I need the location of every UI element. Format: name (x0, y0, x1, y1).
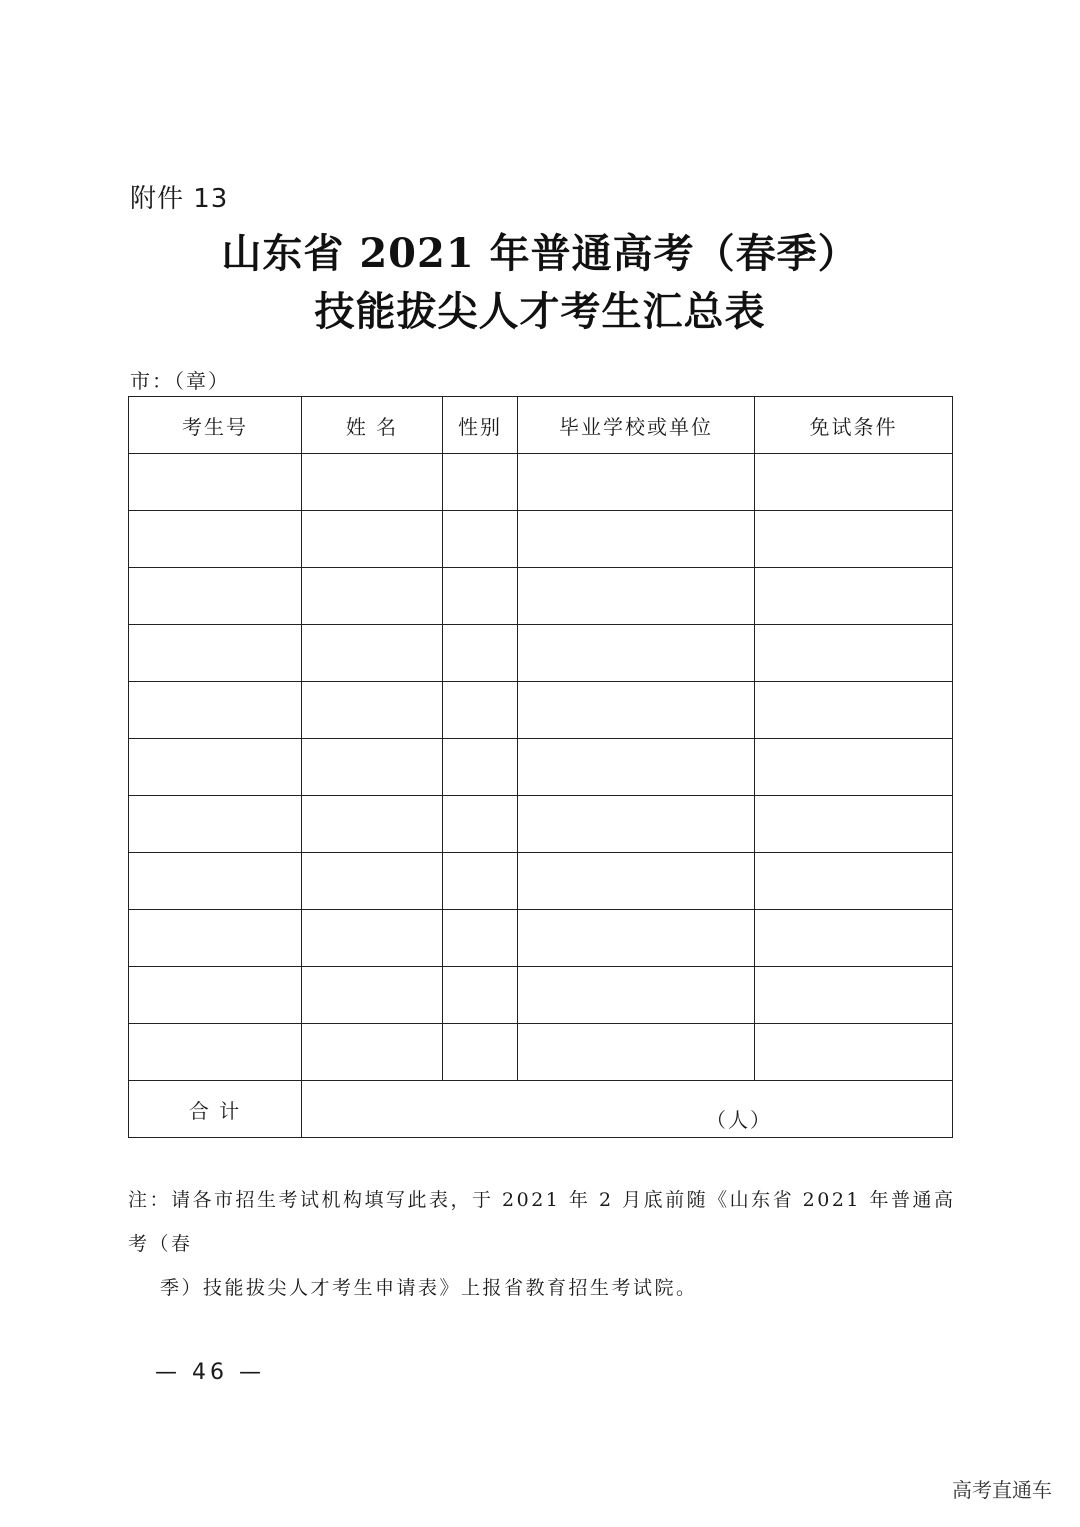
table-cell (755, 511, 953, 568)
table-cell (443, 796, 518, 853)
table-cell (443, 511, 518, 568)
table-cell (518, 796, 755, 853)
table-cell (443, 568, 518, 625)
column-header-exemption: 免试条件 (755, 397, 953, 454)
table-cell (755, 568, 953, 625)
document-title-line1: 山东省 2021 年普通高考（春季） (221, 230, 859, 277)
table-cell (129, 625, 302, 682)
table-cell (302, 682, 443, 739)
table-cell (129, 511, 302, 568)
table-cell (443, 454, 518, 511)
table-cell (129, 568, 302, 625)
table-cell (302, 454, 443, 511)
table-cell (518, 910, 755, 967)
watermark: 高考直通车 (952, 1478, 1052, 1502)
table-cell (129, 739, 302, 796)
table-cell (518, 1024, 755, 1081)
table-cell (518, 682, 755, 739)
total-label: 合 计 (129, 1081, 302, 1138)
table-header-row (129, 397, 953, 454)
table-cell (302, 739, 443, 796)
footnote-line1: 注：请各市招生考试机构填写此表，于 2021 年 2 月底前随《山东省 2021 年普通高考（春 (128, 1189, 956, 1255)
table-cell (443, 1024, 518, 1081)
table-cell (443, 910, 518, 967)
table-cell (518, 568, 755, 625)
table-cell (755, 739, 953, 796)
table-cell (443, 625, 518, 682)
table-row (129, 967, 953, 1024)
page-number: — 46 — (155, 1360, 265, 1385)
table-cell (302, 1024, 443, 1081)
table-cell (518, 739, 755, 796)
table-cell (302, 796, 443, 853)
table-cell (302, 511, 443, 568)
table-cell (755, 910, 953, 967)
footnote (128, 1178, 958, 1310)
table-cell (443, 739, 518, 796)
table-body (129, 454, 953, 1081)
table-cell (129, 853, 302, 910)
column-header-exam-number: 考生号 (129, 397, 302, 454)
table-cell (129, 454, 302, 511)
table-row (129, 910, 953, 967)
table-cell (129, 682, 302, 739)
total-value-cell (302, 1081, 953, 1138)
table-cell (755, 454, 953, 511)
table-cell (755, 625, 953, 682)
table-cell (443, 967, 518, 1024)
table-cell (302, 625, 443, 682)
table-row (129, 454, 953, 511)
table-cell (129, 796, 302, 853)
table-cell (518, 625, 755, 682)
table-cell (129, 910, 302, 967)
total-unit: （人） (706, 1108, 772, 1132)
table-cell (518, 967, 755, 1024)
table-cell (443, 853, 518, 910)
table-row (129, 739, 953, 796)
table-cell (518, 511, 755, 568)
table-cell (443, 682, 518, 739)
table-cell (302, 910, 443, 967)
table-row (129, 625, 953, 682)
table-row (129, 1024, 953, 1081)
table-row (129, 853, 953, 910)
footnote-line2: 季）技能拔尖人才考生申请表》上报省教育招生考试院。 (160, 1277, 698, 1299)
table-cell (302, 853, 443, 910)
table-cell (129, 1024, 302, 1081)
table-row (129, 568, 953, 625)
table-row (129, 682, 953, 739)
table-cell (755, 796, 953, 853)
table-cell (755, 853, 953, 910)
summary-table (128, 396, 953, 1138)
table-cell (518, 454, 755, 511)
document-title-line2: 技能拔尖人才考生汇总表 (314, 288, 766, 335)
attachment-label: 附件 13 (130, 184, 229, 214)
column-header-gender: 性别 (443, 397, 518, 454)
table-total-row (129, 1081, 953, 1138)
table-cell (755, 682, 953, 739)
table-row (129, 796, 953, 853)
table-cell (129, 967, 302, 1024)
table-cell (755, 1024, 953, 1081)
table-cell (518, 853, 755, 910)
table-cell (302, 967, 443, 1024)
table-cell (755, 967, 953, 1024)
column-header-school: 毕业学校或单位 (518, 397, 755, 454)
table-row (129, 511, 953, 568)
column-header-name: 姓 名 (302, 397, 443, 454)
city-stamp-line: 市：（章） (130, 369, 230, 393)
table-cell (302, 568, 443, 625)
